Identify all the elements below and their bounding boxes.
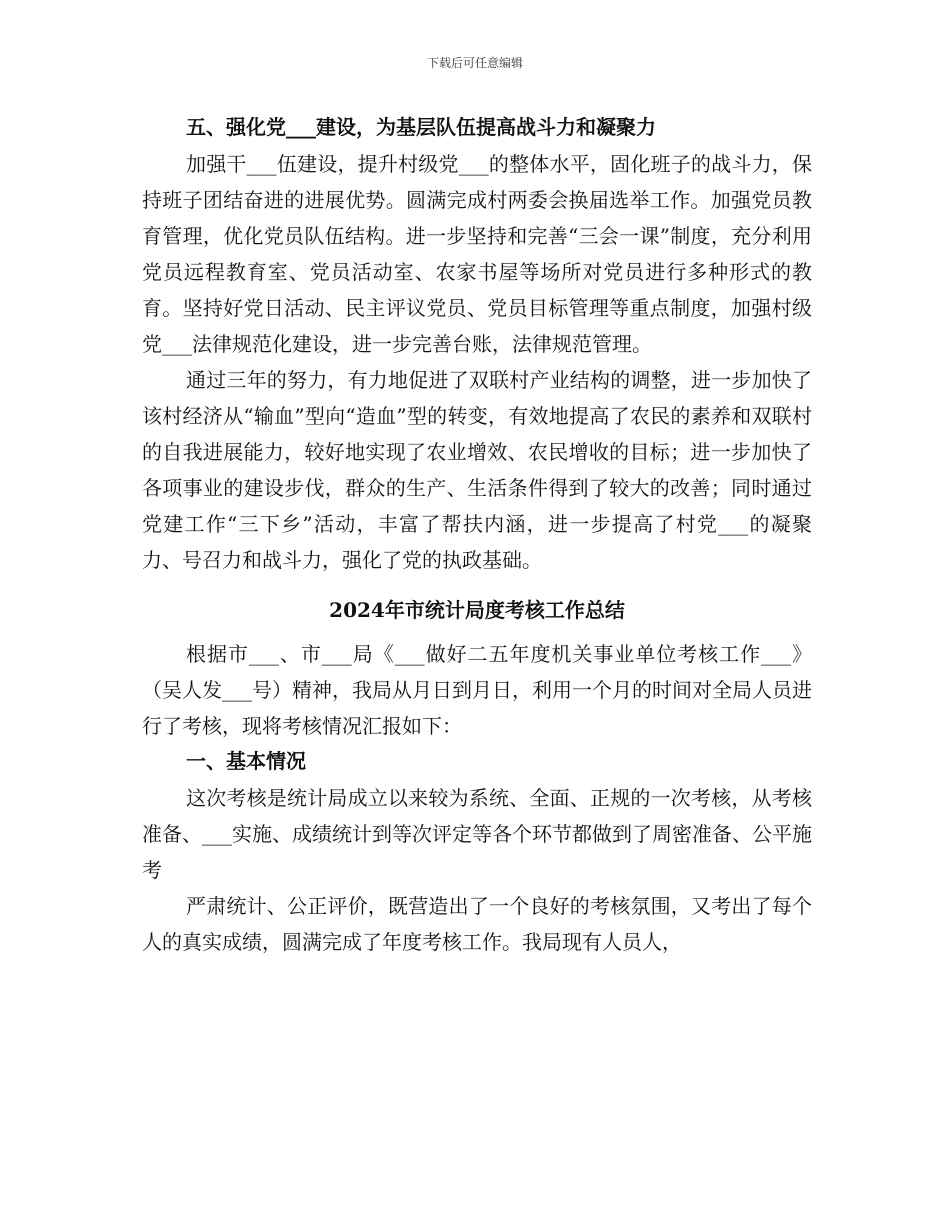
page-header: 下载后可任意编辑 xyxy=(426,56,523,70)
paragraph: 通过三年的努力，有力地促进了双联村产业结构的调整，进一步加快了该村经济从“输血”型向“造血”型的转变，有效地提高了农民的素养和双联村的自我进展能力，较好地实现了农业增效、农民增收的目标；进一步加快了各项事业的建设步伐，群众的生产、生活条件得到了较大的改善；同时通过党建工作“三下乡”活动，丰富了帮扶内涵，进一步提高了村党___的凝聚力、号召力和战斗力，强化了党的执政基础。 xyxy=(142,368,812,572)
paragraph: 加强干___伍建设，提升村级党___的整体水平，固化班子的战斗力，保持班子团结奋进的进展优势。圆满完成村两委会换届选举工作。加强党员教育管理，优化党员队伍结构。进一步坚持和完善“三会一课”制度，充分利用党员远程教育室、党员活动室、农家书屋等场所对党员进行多种形式的教育。坚持好党日活动、民主评议党员、党员目标管理等重点制度，加强村级党___法律规范化建设，进一步完善台账，法律规范管理。 xyxy=(142,152,812,356)
section-heading: 一、基本情况 xyxy=(186,749,306,773)
document-body xyxy=(142,110,812,960)
intro-paragraph: 根据市___、市___局《___做好二五年度机关事业单位考核工作___》（吴人发___号）精神，我局从月日到月日，利用一个月的时间对全局人员进行了考核，现将考核情况汇报如下： xyxy=(142,642,812,738)
paragraph: 严肃统计、公正评价，既营造出了一个良好的考核氛围，又考出了每个人的真实成绩，圆满完成了年度考核工作。我局现有人员人， xyxy=(142,894,812,954)
document-title: 2024年市统计局度考核工作总结 xyxy=(329,598,625,622)
paragraph: 这次考核是统计局成立以来较为系统、全面、正规的一次考核，从考核准备、___实施、成绩统计到等次评定等各个环节都做到了周密准备、公平施考 xyxy=(142,786,812,882)
section-heading: 五、强化党___建设，为基层队伍提高战斗力和凝聚力 xyxy=(186,115,656,139)
